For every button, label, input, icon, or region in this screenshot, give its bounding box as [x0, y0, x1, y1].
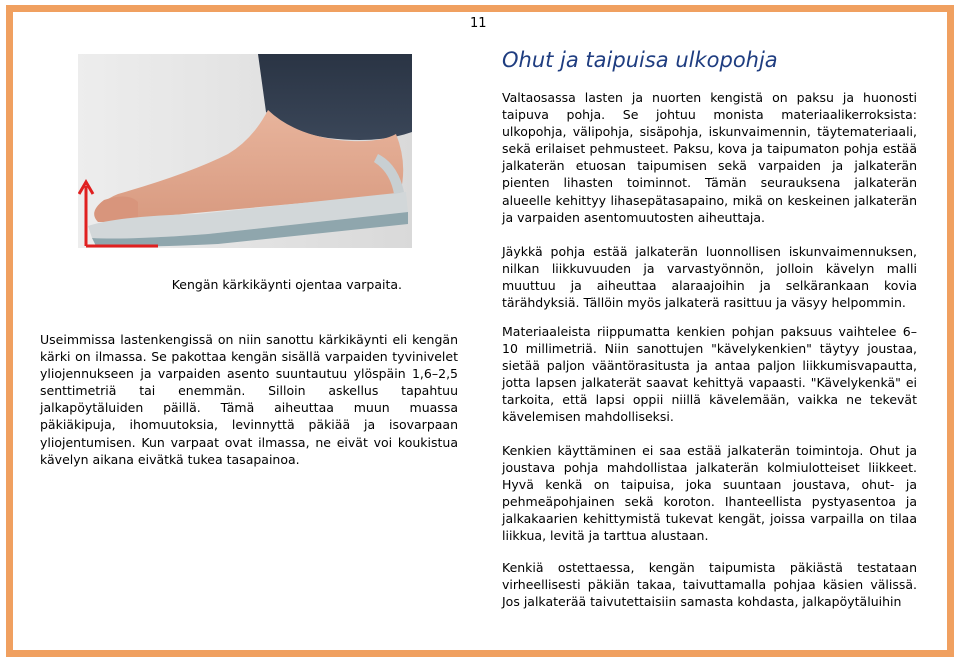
- right-paragraph-5: Kenkiä ostettaessa, kengän taipumista päkiästä testataan virheellisesti päkiän takaa, taivuttamalla pohjaa käsien välissä. Jos jalkaterää taivutettaisiin samasta kohdasta, jalkapöytäluihin: [502, 560, 917, 610]
- left-paragraph: Useimmissa lastenkengissä on niin sanottu kärkikäynti eli kengän kärki on ilmassa. Se pakottaa kengän sisällä varpaiden tyvinivelet yliojennukseen ja varpaiden asento suuntautuu ylöspäin 1,6–2,5 senttimetriä tai enemmän. Silloin askellus tapahtuu jalkapöytäluiden päillä. Tämä aiheuttaa muun muassa päkiäkipuja, ihomuutoksia, levinnyttä päkiää ja isovarpaan yliojentumisen. Kun varpaat ovat ilmassa, ne eivät voi koukistua kävelyn aikana eivätkä tukea tasapainoa.: [40, 332, 458, 467]
- section-title: Ohut ja taipuisa ulkopohja: [502, 48, 778, 72]
- right-paragraph-3: Materiaaleista riippumatta kenkien pohjan paksuus vaihtelee 6–10 millimetriä. Niin sanottujen "kävelykenkien" täytyy joustaa, sietää paljon vääntörasitusta ja antaa paljon liikkumisvapautta, jotta lapsen jalkaterät saavat kehittyä vapaasti. "Kävelykenkä" ei tarkoita, että lapsi oppii niillä kävelemään, vaikka ne tekevät kävelemisen mahdolliseksi.: [502, 324, 917, 425]
- photo-caption: Kengän kärkikäynti ojentaa varpaita.: [171, 277, 402, 292]
- page-number: 11: [470, 16, 487, 31]
- right-paragraph-2: Jäykkä pohja estää jalkaterän luonnollisen iskunvaimennuksen, nilkan liikkuvuuden ja varvastyönnön, jolloin kävelyn malli muuttuu ja aiheuttaa alaraajoihin ja selkärankaan kovia tärähdyksiä. Tällöin myös jalkaterä rasittuu ja väsyy helpommin.: [502, 244, 917, 311]
- right-paragraph-4: Kenkien käyttäminen ei saa estää jalkaterän toimintoja. Ohut ja joustava pohja mahdollistaa jalkaterän kolmiulotteiset liikkeet. Hyvä kenkä on taipuisa, joka suuntaan joustava, ohut- ja pehmeäpohjainen sekä koroton. Ihanteellista pystyasentoa ja jalkakaarien kehittymistä tukevat kengät, joissa varpailla on tilaa liikkua, levitä ja tarttua alustaan.: [502, 443, 917, 544]
- shoe-photo: [78, 54, 412, 248]
- right-paragraph-1: Valtaosassa lasten ja nuorten kengistä on paksu ja huonosti taipuva pohja. Se johtuu monista materiaalikerroksista: ulkopohja, välipohja, sisäpohja, iskunvaimennin, täytemateriaali, sekä erilaiset pehmusteet. Paksu, kova ja taipumaton pohja estää jalkaterän etuosan taipumisen sekä varpaiden ja jalkaterän pienten lihasten toiminnot. Tämän seurauksena jalkaterän alueelle kehittyy lihasepätasapaino, mikä on keskeinen jalkaterän ja varpaiden asentomuutosten aiheuttaja.: [502, 90, 917, 225]
